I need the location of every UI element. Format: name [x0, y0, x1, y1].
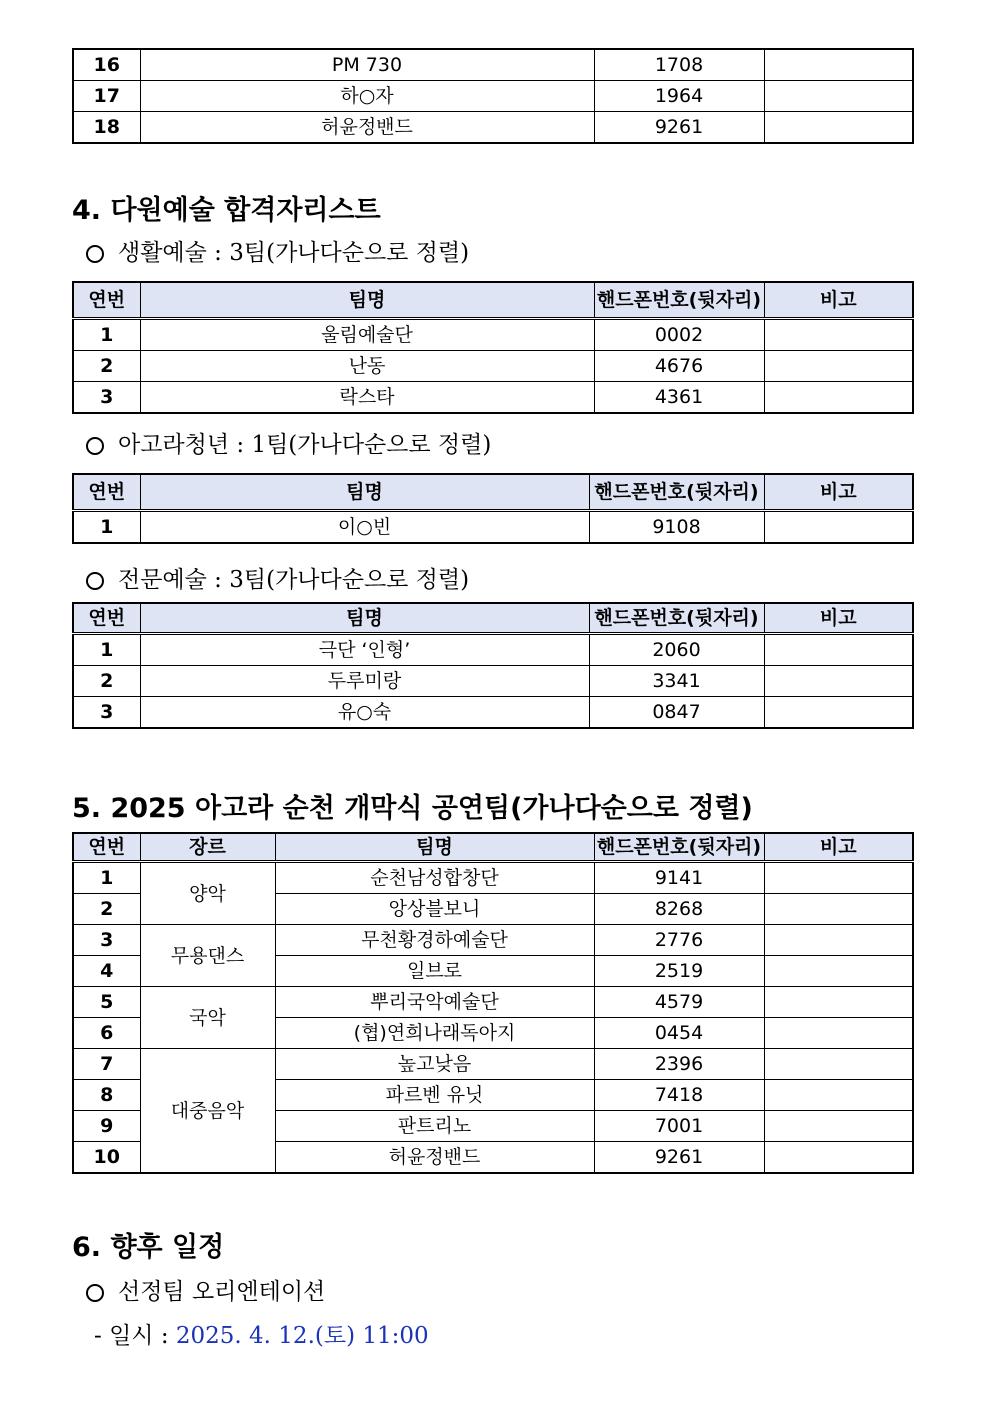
note [764, 112, 913, 144]
section4-title: 4. 다원예술 합격자리스트 [72, 195, 381, 226]
header-note: 비고 [764, 282, 913, 319]
sub2-heading [86, 426, 491, 459]
header-genre: 장르 [140, 833, 275, 862]
sub3-title: 전문예술 : 3팀(가나다순으로 정렬) [118, 567, 470, 593]
row-number: 17 [73, 81, 140, 112]
table-row [73, 1049, 913, 1080]
row-number: 2 [73, 894, 140, 925]
table-row [73, 987, 913, 1018]
phone-suffix: 1708 [594, 49, 764, 81]
team-name: 유○숙 [140, 697, 589, 729]
team-name: 락스타 [140, 382, 594, 414]
note [764, 1080, 913, 1111]
circle-bullet-icon [86, 572, 104, 590]
note [764, 1018, 913, 1049]
genre-cell: 양악 [140, 862, 275, 925]
orientation-label: 선정팀 오리엔테이션 [118, 1279, 326, 1305]
team-name: 허윤정밴드 [140, 112, 594, 144]
header-phone: 핸드폰번호(뒷자리) [594, 282, 764, 319]
header-team: 팀명 [140, 474, 589, 511]
phone-suffix: 2060 [589, 634, 764, 666]
row-number: 1 [73, 862, 140, 894]
section6-title: 6. 향후 일정 [72, 1232, 225, 1263]
note [764, 925, 913, 956]
sub1-heading [86, 234, 469, 267]
team-name: 울림예술단 [140, 319, 594, 351]
note [764, 956, 913, 987]
row-number: 1 [73, 634, 140, 666]
note [764, 1142, 913, 1174]
team-name: 판트리노 [275, 1111, 594, 1142]
row-number: 18 [73, 112, 140, 144]
table-header [73, 474, 913, 511]
row-number: 3 [73, 697, 140, 729]
sub1-title: 생활예술 : 3팀(가나다순으로 정렬) [118, 240, 470, 266]
note [764, 1049, 913, 1080]
note [764, 49, 913, 81]
note [764, 666, 913, 697]
team-name: 일브로 [275, 956, 594, 987]
note [764, 862, 913, 894]
team-name: PM 730 [140, 49, 594, 81]
phone-suffix: 3341 [589, 666, 764, 697]
table-row [73, 697, 913, 729]
team-name: 높고낮음 [275, 1049, 594, 1080]
row-number: 3 [73, 382, 140, 414]
row-number: 8 [73, 1080, 140, 1111]
phone-suffix: 2776 [594, 925, 764, 956]
note [764, 697, 913, 729]
team-name: 파르벤 유닛 [275, 1080, 594, 1111]
phone-suffix: 9108 [589, 511, 764, 544]
team-name: 하○자 [140, 81, 594, 112]
row-number: 2 [73, 666, 140, 697]
phone-suffix: 8268 [594, 894, 764, 925]
team-name: 난동 [140, 351, 594, 382]
circle-bullet-icon [86, 1284, 104, 1302]
table-row [73, 511, 913, 544]
row-number: 3 [73, 925, 140, 956]
team-name: 이○빈 [140, 511, 589, 544]
team-name: 무천황경하예술단 [275, 925, 594, 956]
table-row [73, 49, 913, 81]
row-number: 1 [73, 319, 140, 351]
header-no: 연번 [73, 833, 140, 862]
header-note: 비고 [764, 833, 913, 862]
header-team: 팀명 [140, 282, 594, 319]
team-name: (협)연희나래독아지 [275, 1018, 594, 1049]
phone-suffix: 0454 [594, 1018, 764, 1049]
section6-item [86, 1273, 325, 1306]
table-row [73, 319, 913, 351]
schedule-date-line [94, 1317, 429, 1350]
phone-suffix: 1964 [594, 81, 764, 112]
team-name: 앙상블보니 [275, 894, 594, 925]
sub2-table [72, 473, 914, 544]
table-header [73, 833, 913, 862]
header-no: 연번 [73, 474, 140, 511]
row-number: 5 [73, 987, 140, 1018]
table-header [73, 282, 913, 319]
date-value: 2025. 4. 12.(토) 11:00 [175, 1323, 429, 1349]
phone-suffix: 7001 [594, 1111, 764, 1142]
performance-table [72, 832, 914, 1174]
row-number: 1 [73, 511, 140, 544]
genre-cell: 대중음악 [140, 1049, 275, 1174]
row-number: 2 [73, 351, 140, 382]
phone-suffix: 2396 [594, 1049, 764, 1080]
phone-suffix: 4361 [594, 382, 764, 414]
header-note: 비고 [764, 474, 913, 511]
table-row [73, 634, 913, 666]
table-row [73, 112, 913, 144]
note [764, 81, 913, 112]
header-team: 팀명 [140, 603, 589, 634]
header-note: 비고 [764, 603, 913, 634]
row-number: 4 [73, 956, 140, 987]
row-number: 10 [73, 1142, 140, 1174]
sub2-title: 아고라청년 : 1팀(가나다순으로 정렬) [118, 432, 492, 458]
team-name: 두루미랑 [140, 666, 589, 697]
table-row [73, 666, 913, 697]
header-phone: 핸드폰번호(뒷자리) [594, 833, 764, 862]
date-label: - 일시 : [94, 1323, 176, 1349]
header-no: 연번 [73, 282, 140, 319]
note [764, 351, 913, 382]
header-no: 연번 [73, 603, 140, 634]
note [764, 894, 913, 925]
sub1-table [72, 281, 914, 414]
phone-suffix: 2519 [594, 956, 764, 987]
phone-suffix: 0002 [594, 319, 764, 351]
phone-suffix: 4579 [594, 987, 764, 1018]
phone-suffix: 9141 [594, 862, 764, 894]
top-table [72, 48, 914, 144]
sub3-heading [86, 561, 469, 594]
note [764, 511, 913, 544]
table-row [73, 382, 913, 414]
genre-cell: 무용댄스 [140, 925, 275, 987]
table-row [73, 81, 913, 112]
genre-cell: 국악 [140, 987, 275, 1049]
note [764, 1111, 913, 1142]
note [764, 634, 913, 666]
phone-suffix: 9261 [594, 1142, 764, 1174]
team-name: 극단 ‘인형’ [140, 634, 589, 666]
row-number: 16 [73, 49, 140, 81]
sub3-table [72, 602, 914, 729]
team-name: 허윤정밴드 [275, 1142, 594, 1174]
team-name: 순천남성합창단 [275, 862, 594, 894]
header-team: 팀명 [275, 833, 594, 862]
circle-bullet-icon [86, 437, 104, 455]
phone-suffix: 0847 [589, 697, 764, 729]
header-phone: 핸드폰번호(뒷자리) [589, 603, 764, 634]
phone-suffix: 9261 [594, 112, 764, 144]
phone-suffix: 4676 [594, 351, 764, 382]
table-row [73, 351, 913, 382]
header-phone: 핸드폰번호(뒷자리) [589, 474, 764, 511]
note [764, 382, 913, 414]
phone-suffix: 7418 [594, 1080, 764, 1111]
section5-title: 5. 2025 아고라 순천 개막식 공연팀(가나다순으로 정렬) [72, 793, 753, 824]
table-row [73, 925, 913, 956]
circle-bullet-icon [86, 245, 104, 263]
table-row [73, 862, 913, 894]
note [764, 987, 913, 1018]
row-number: 6 [73, 1018, 140, 1049]
note [764, 319, 913, 351]
row-number: 7 [73, 1049, 140, 1080]
row-number: 9 [73, 1111, 140, 1142]
table-header [73, 603, 913, 634]
team-name: 뿌리국악예술단 [275, 987, 594, 1018]
